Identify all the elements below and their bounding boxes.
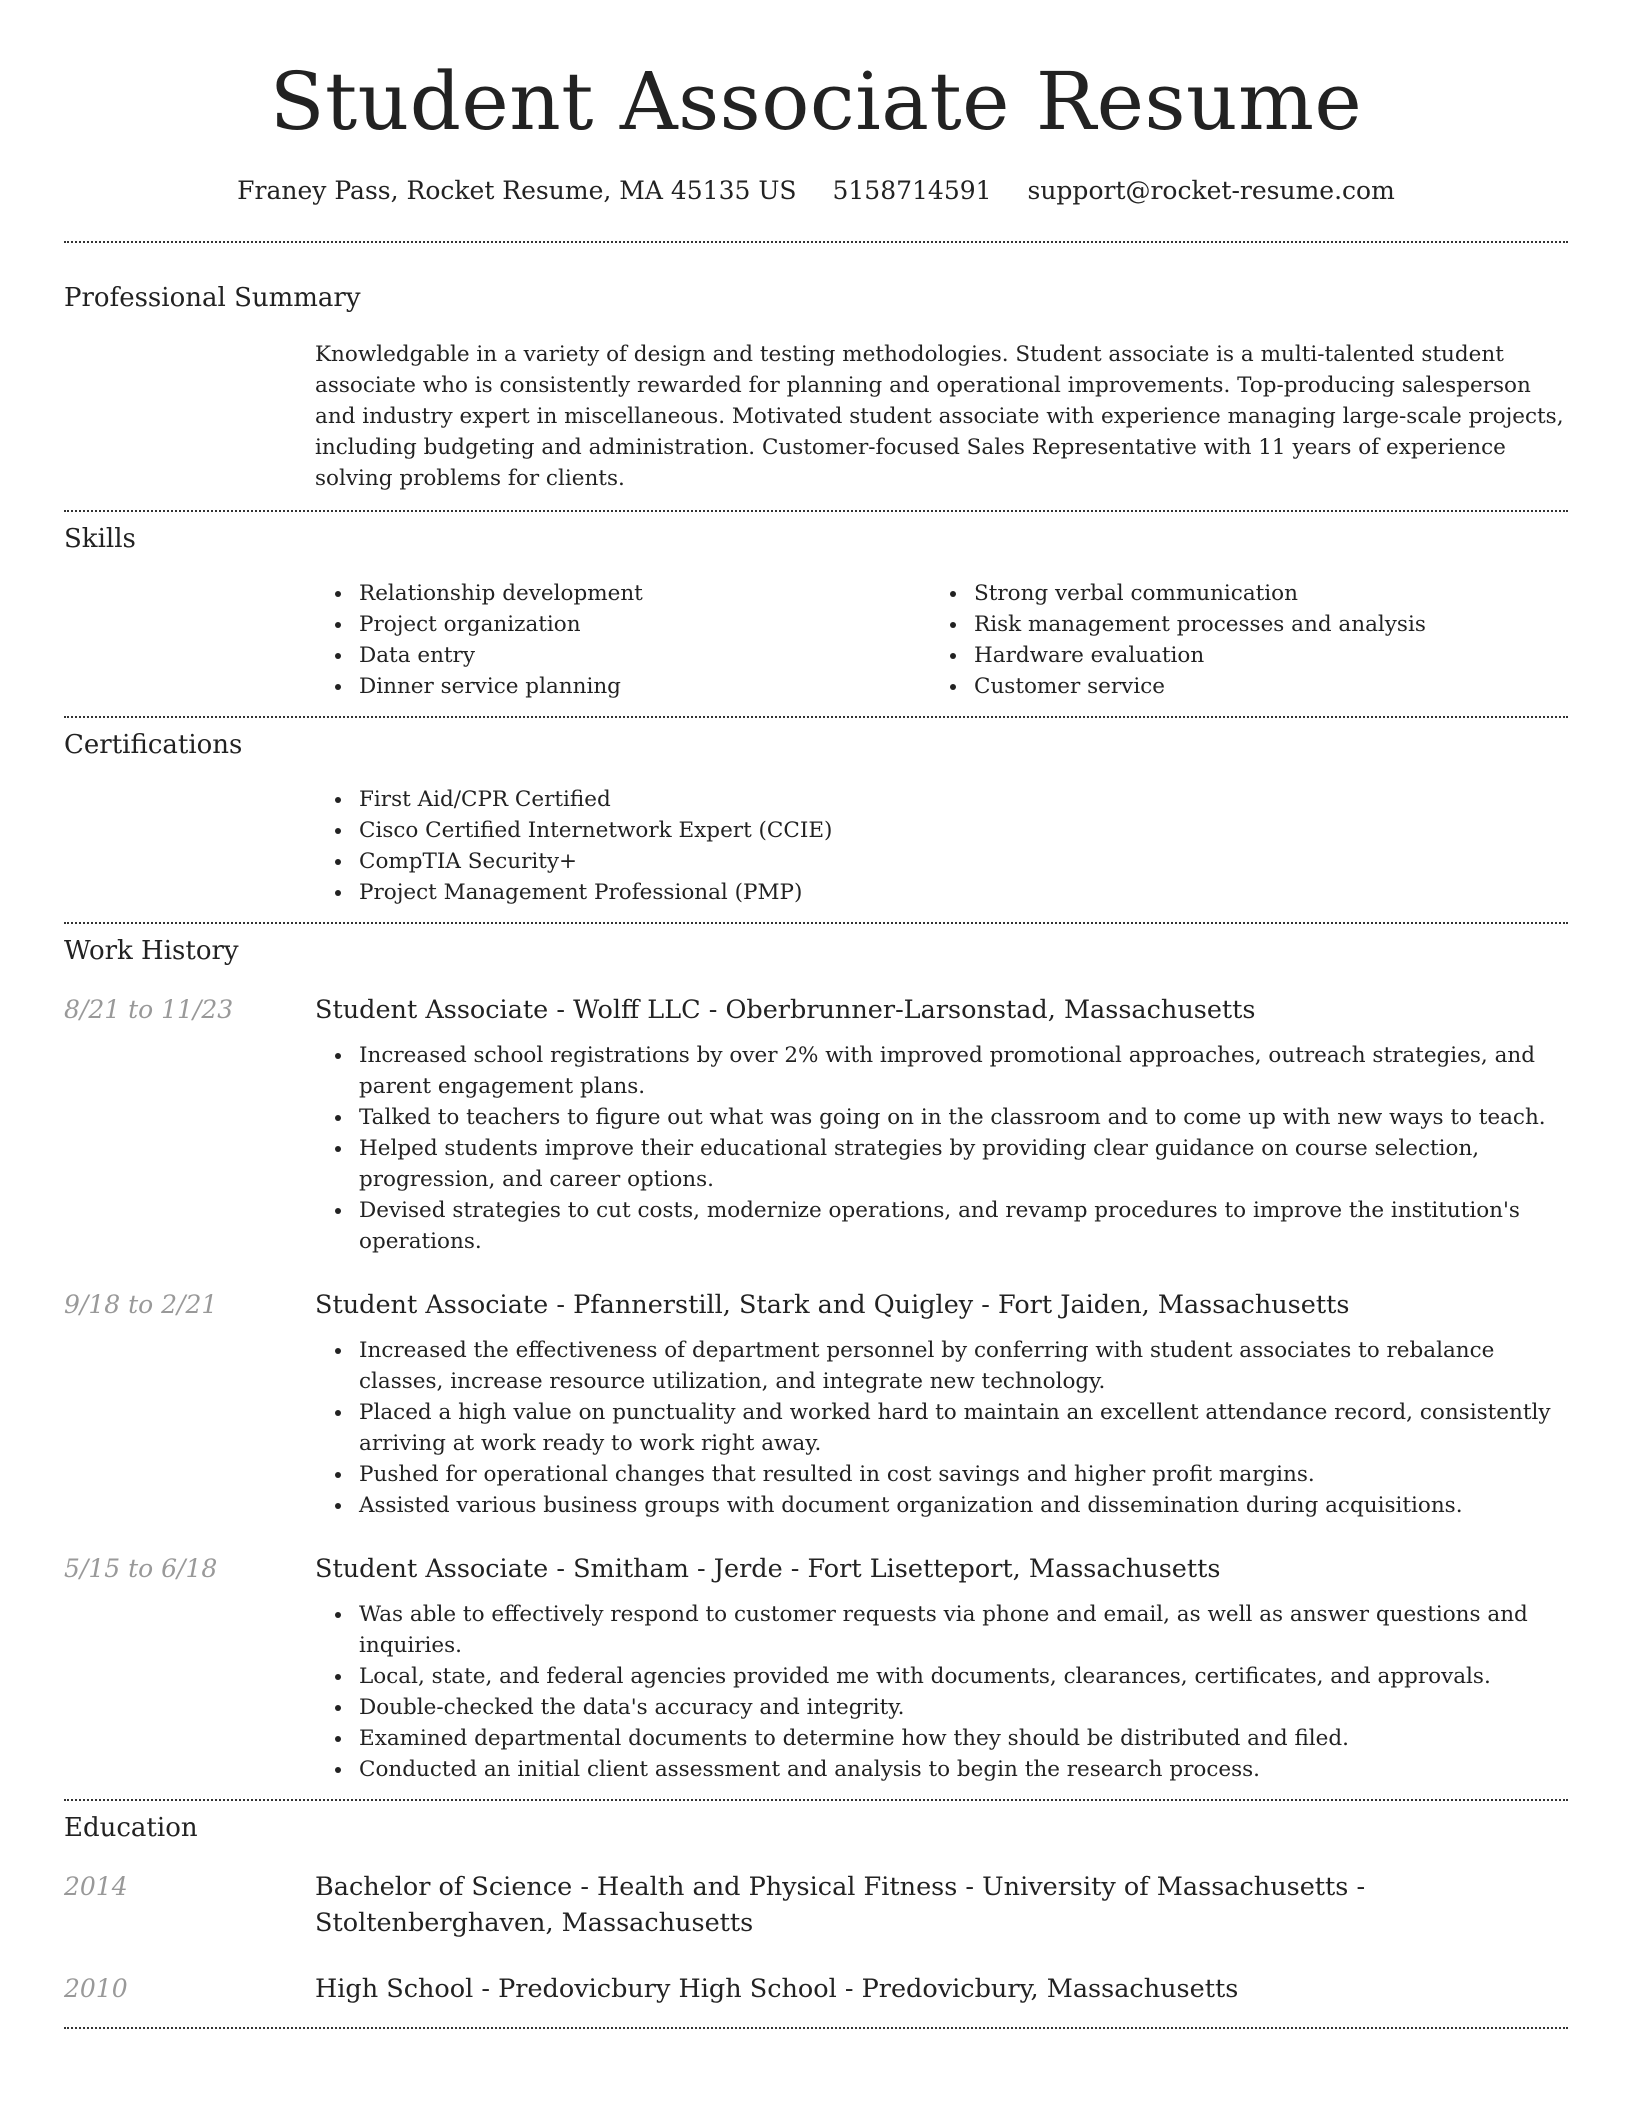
job-bullet: Increased the effectiveness of department personnel by conferring with student associates to rebalance classes, increase resource utilization, and integrate new technology. [315, 1335, 1568, 1397]
summary-text: Knowledgable in a variety of design and testing methodologies. Student associate is a multi-talented student associate who is consistently rewarded for planning and operational improvements. Top-producing salesperson and industry expert in miscellaneous. Motivated student associate with experience managing large-scale projects, including budgeting and administration. Customer-focused Sales Representative with 11 years of experience solving problems for clients. [315, 342, 1564, 491]
skills-section [64, 512, 1568, 716]
education-year: 2014 [64, 1872, 128, 1901]
skills-list-right [930, 578, 1545, 702]
summary-heading: Professional Summary [64, 283, 361, 313]
skill-item: Risk management processes and analysis [930, 609, 1545, 640]
skill-item: Strong verbal communication [930, 578, 1545, 609]
job-bullets [315, 1335, 1568, 1521]
skill-item: Relationship development [315, 578, 930, 609]
education-year: 2010 [64, 1974, 128, 2003]
job-bullet: Talked to teachers to figure out what was going on in the classroom and to come up with new ways to teach. [315, 1102, 1568, 1133]
work-heading: Work History [64, 936, 239, 966]
certifications-list [315, 784, 1568, 908]
job-title: Student Associate - Smitham - Jerde - Fort Lisetteport, Massachusetts [315, 1554, 1221, 1584]
job-dates: 8/21 to 11/23 [64, 995, 234, 1024]
contact-email: support@rocket-resume.com [1027, 176, 1395, 205]
job-bullet: Was able to effectively respond to customer requests via phone and email, as well as answer questions and inquiries. [315, 1599, 1568, 1661]
contact-phone: 5158714591 [832, 176, 992, 205]
certifications-section [64, 718, 1568, 922]
skill-item: Customer service [930, 671, 1545, 702]
job-dates: 5/15 to 6/18 [64, 1554, 218, 1583]
education-entry [64, 1971, 1568, 2007]
certification-item: CompTIA Security+ [315, 846, 1568, 877]
education-heading: Education [64, 1813, 198, 1843]
job-bullet: Conducted an initial client assessment and analysis to begin the research process. [315, 1754, 1568, 1785]
resume-page [64, 0, 1568, 2029]
education-entry [64, 1869, 1568, 1941]
job-bullet: Examined departmental documents to determine how they should be distributed and filed. [315, 1723, 1568, 1754]
education-title: Bachelor of Science - Health and Physical Fitness - University of Massachusetts - Stoltenberghaven, Massachusetts [315, 1872, 1366, 1938]
skills-grid [315, 578, 1568, 702]
contact-address: Franey Pass, Rocket Resume, MA 45135 US [237, 176, 797, 205]
contact-line [64, 176, 1568, 205]
certification-item: First Aid/CPR Certified [315, 784, 1568, 815]
job-header [64, 1551, 1568, 1587]
skills-list-left [315, 578, 930, 702]
skill-item: Dinner service planning [315, 671, 930, 702]
divider [64, 2027, 1568, 2029]
job-entry [64, 1287, 1568, 1521]
job-title: Student Associate - Wolff LLC - Oberbrunner-Larsonstad, Massachusetts [315, 995, 1256, 1025]
skills-heading: Skills [64, 524, 136, 554]
job-title: Student Associate - Pfannerstill, Stark and Quigley - Fort Jaiden, Massachusetts [315, 1290, 1350, 1320]
job-bullets [315, 1599, 1568, 1785]
job-header [64, 992, 1568, 1028]
job-bullet: Double-checked the data's accuracy and integrity. [315, 1692, 1568, 1723]
job-bullet: Increased school registrations by over 2% with improved promotional approaches, outreach strategies, and parent engagement plans. [315, 1040, 1568, 1102]
skill-item: Project organization [315, 609, 930, 640]
certifications-heading: Certifications [64, 730, 243, 760]
certification-item: Project Management Professional (PMP) [315, 877, 1568, 908]
job-dates: 9/18 to 2/21 [64, 1290, 218, 1319]
resume-title: Student Associate Resume [269, 55, 1363, 148]
job-bullet: Assisted various business groups with document organization and dissemination during acquisitions. [315, 1490, 1568, 1521]
job-bullet: Devised strategies to cut costs, modernize operations, and revamp procedures to improve the institution's operations. [315, 1195, 1568, 1257]
job-entry [64, 1551, 1568, 1785]
job-bullet: Local, state, and federal agencies provided me with documents, clearances, certificates, and approvals. [315, 1661, 1568, 1692]
job-bullet: Helped students improve their educational strategies by providing clear guidance on course selection, progression, and career options. [315, 1133, 1568, 1195]
job-bullets [315, 1040, 1568, 1257]
job-bullet: Pushed for operational changes that resulted in cost savings and higher profit margins. [315, 1459, 1568, 1490]
skill-item: Data entry [315, 640, 930, 671]
certification-item: Cisco Certified Internetwork Expert (CCIE) [315, 815, 1568, 846]
skill-item: Hardware evaluation [930, 640, 1545, 671]
summary-section [64, 243, 1568, 510]
work-section [64, 924, 1568, 1799]
job-entry [64, 992, 1568, 1257]
job-header [64, 1287, 1568, 1323]
education-title: High School - Predovicbury High School - Predovicbury, Massachusetts [315, 1974, 1239, 2004]
job-bullet: Placed a high value on punctuality and worked hard to maintain an excellent attendance record, consistently arriving at work ready to work right away. [315, 1397, 1568, 1459]
education-section [64, 1801, 1568, 2027]
